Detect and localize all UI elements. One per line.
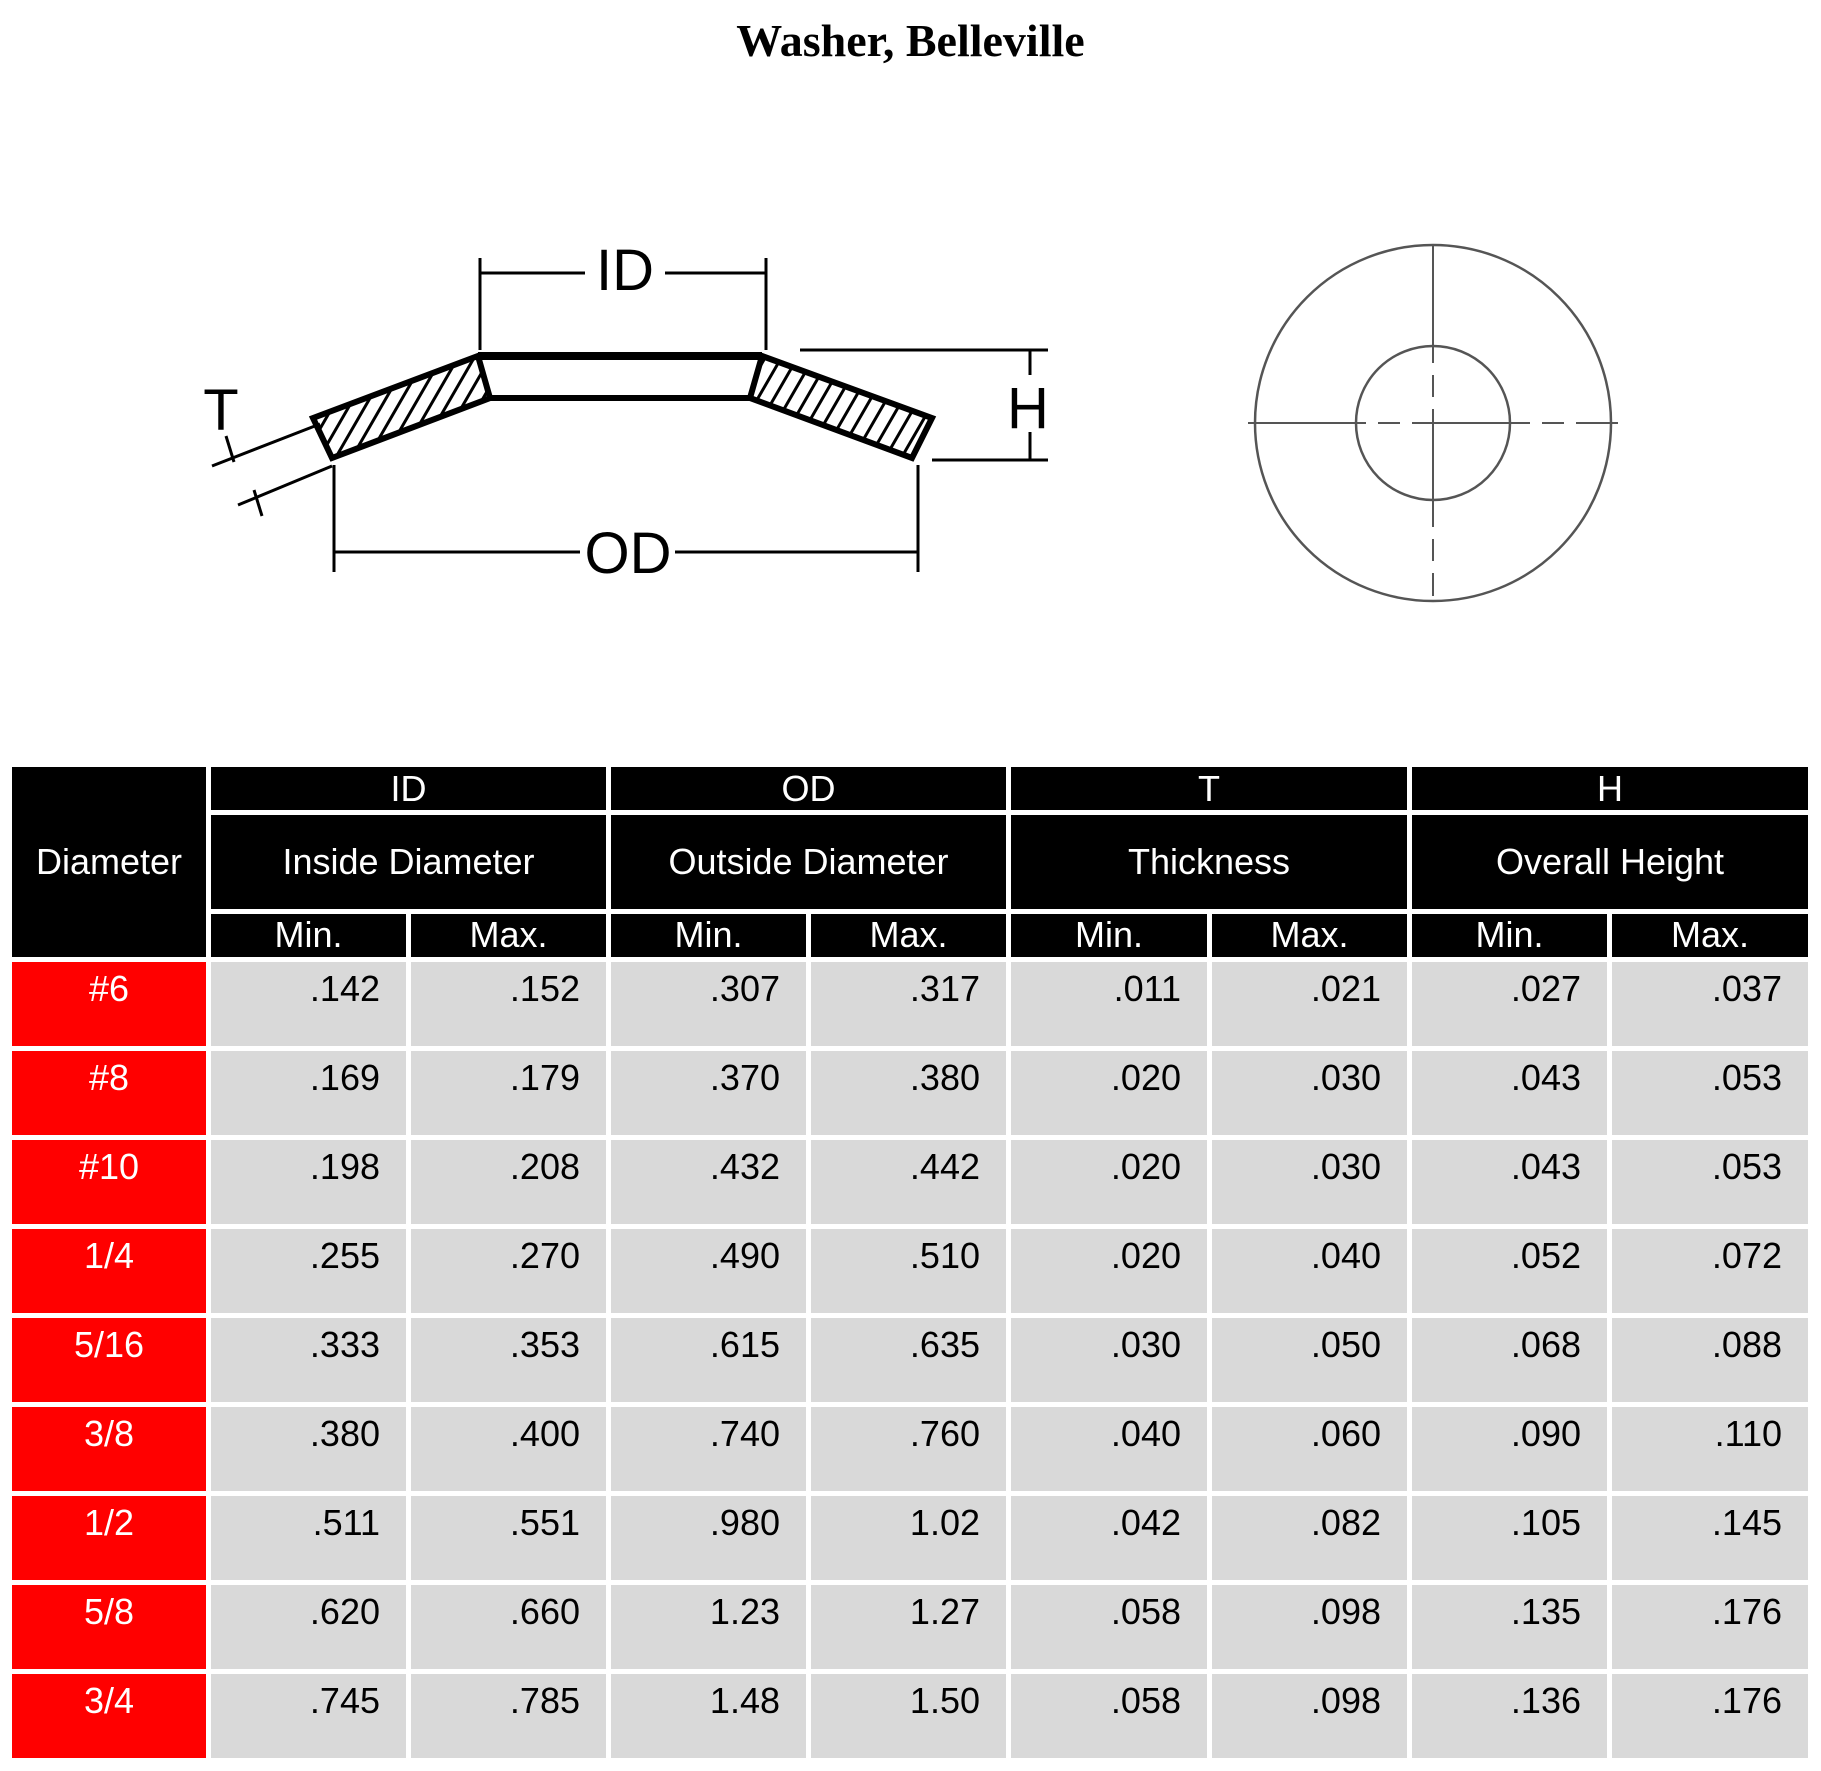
table-cell: .490 [611, 1229, 806, 1313]
h-max-header: Max. [1612, 914, 1808, 958]
row-size-label: 3/4 [12, 1674, 206, 1758]
table-row [12, 1051, 1808, 1135]
table-cell: .020 [1011, 1051, 1207, 1135]
table-cell: 1.50 [811, 1674, 1006, 1758]
washer-diagram [0, 0, 1821, 700]
row-size-label: #10 [12, 1140, 206, 1224]
table-cell: .510 [811, 1229, 1006, 1313]
od-max-header: Max. [811, 914, 1006, 958]
table-row [12, 1140, 1808, 1224]
table-cell: .020 [1011, 1140, 1207, 1224]
table-cell: .053 [1612, 1140, 1808, 1224]
od-label: OD [584, 521, 672, 586]
t-dimension [203, 378, 332, 516]
row-size-label: 5/8 [12, 1585, 206, 1669]
table-cell: .060 [1212, 1407, 1407, 1491]
table-cell: .030 [1011, 1318, 1207, 1402]
table-cell: .176 [1612, 1674, 1808, 1758]
table-cell: .042 [1011, 1496, 1207, 1580]
od-symbol-header: OD [611, 767, 1006, 810]
table-cell: .142 [211, 962, 406, 1046]
table-row [12, 962, 1808, 1046]
table-cell: .058 [1011, 1585, 1207, 1669]
table-cell: .090 [1412, 1407, 1607, 1491]
specification-table [7, 762, 1813, 1763]
table-cell: .615 [611, 1318, 806, 1402]
table-cell: .370 [611, 1051, 806, 1135]
table-row [12, 1229, 1808, 1313]
table-cell: .551 [411, 1496, 606, 1580]
table-cell: 1.02 [811, 1496, 1006, 1580]
table-cell: .050 [1212, 1318, 1407, 1402]
row-size-label: 1/4 [12, 1229, 206, 1313]
washer-cross-section [313, 356, 932, 458]
table-cell: .043 [1412, 1140, 1607, 1224]
table-cell: .353 [411, 1318, 606, 1402]
row-size-label: 3/8 [12, 1407, 206, 1491]
table-cell: .058 [1011, 1674, 1207, 1758]
table-cell: .740 [611, 1407, 806, 1491]
table-body [12, 962, 1808, 1758]
table-cell: 1.48 [611, 1674, 806, 1758]
id-symbol-header: ID [211, 767, 606, 810]
table-cell: .511 [211, 1496, 406, 1580]
table-cell: .176 [1612, 1585, 1808, 1669]
table-cell: .021 [1212, 962, 1407, 1046]
id-label: ID [596, 238, 654, 303]
overall-height-header: Overall Height [1412, 815, 1808, 908]
table-row [12, 1407, 1808, 1491]
table-row [12, 1496, 1808, 1580]
table-cell: .135 [1412, 1585, 1607, 1669]
table-cell: .208 [411, 1140, 606, 1224]
table-cell: .152 [411, 962, 606, 1046]
t-label: T [203, 378, 239, 443]
table-cell: .110 [1612, 1407, 1808, 1491]
table-cell: .255 [211, 1229, 406, 1313]
table-cell: .030 [1212, 1140, 1407, 1224]
table-cell: .082 [1212, 1496, 1407, 1580]
table-cell: .620 [211, 1585, 406, 1669]
table-cell: .030 [1212, 1051, 1407, 1135]
od-min-header: Min. [611, 914, 806, 958]
table-cell: .270 [411, 1229, 606, 1313]
table-cell: .317 [811, 962, 1006, 1046]
table-cell: .333 [211, 1318, 406, 1402]
id-max-header: Max. [411, 914, 606, 958]
table-cell: .660 [411, 1585, 606, 1669]
table-cell: .179 [411, 1051, 606, 1135]
table-cell: .307 [611, 962, 806, 1046]
table-cell: .072 [1612, 1229, 1808, 1313]
table-cell: .169 [211, 1051, 406, 1135]
table-cell: .037 [1612, 962, 1808, 1046]
inside-diameter-header: Inside Diameter [211, 815, 606, 908]
table-cell: .400 [411, 1407, 606, 1491]
table-cell: .635 [811, 1318, 1006, 1402]
table-cell: .380 [211, 1407, 406, 1491]
h-label: H [1007, 376, 1049, 441]
table-cell: .980 [611, 1496, 806, 1580]
table-cell: .785 [411, 1674, 606, 1758]
table-cell: .432 [611, 1140, 806, 1224]
row-size-label: 5/16 [12, 1318, 206, 1402]
table-row [12, 1585, 1808, 1669]
h-min-header: Min. [1412, 914, 1607, 958]
table-cell: .020 [1011, 1229, 1207, 1313]
table-cell: .745 [211, 1674, 406, 1758]
table-cell: .052 [1412, 1229, 1607, 1313]
t-max-header: Max. [1212, 914, 1407, 958]
washer-top-view [1248, 245, 1618, 601]
table-cell: .011 [1011, 962, 1207, 1046]
t-symbol-header: T [1011, 767, 1407, 810]
table-cell: .198 [211, 1140, 406, 1224]
table-cell: .136 [1412, 1674, 1607, 1758]
table-cell: 1.27 [811, 1585, 1006, 1669]
table-cell: .098 [1212, 1585, 1407, 1669]
outside-diameter-header: Outside Diameter [611, 815, 1006, 908]
table-cell: .040 [1212, 1229, 1407, 1313]
table-cell: .098 [1212, 1674, 1407, 1758]
row-size-label: #6 [12, 962, 206, 1046]
page-title: Washer, Belleville [736, 15, 1085, 66]
h-symbol-header: H [1412, 767, 1808, 810]
table-cell: .088 [1612, 1318, 1808, 1402]
id-dimension [480, 238, 766, 350]
od-dimension [334, 465, 918, 586]
table-cell: .760 [811, 1407, 1006, 1491]
row-size-label: 1/2 [12, 1496, 206, 1580]
table-row [12, 1318, 1808, 1402]
table-row [12, 1674, 1808, 1758]
table-cell: .053 [1612, 1051, 1808, 1135]
t-min-header: Min. [1011, 914, 1207, 958]
id-min-header: Min. [211, 914, 406, 958]
table-cell: .040 [1011, 1407, 1207, 1491]
table-cell: .027 [1412, 962, 1607, 1046]
row-size-label: #8 [12, 1051, 206, 1135]
table-cell: .380 [811, 1051, 1006, 1135]
table-cell: .105 [1412, 1496, 1607, 1580]
table-cell: 1.23 [611, 1585, 806, 1669]
table-cell: .068 [1412, 1318, 1607, 1402]
table-cell: .043 [1412, 1051, 1607, 1135]
table-cell: .442 [811, 1140, 1006, 1224]
diameter-header: Diameter [12, 767, 206, 957]
table-cell: .145 [1612, 1496, 1808, 1580]
thickness-header: Thickness [1011, 815, 1407, 908]
